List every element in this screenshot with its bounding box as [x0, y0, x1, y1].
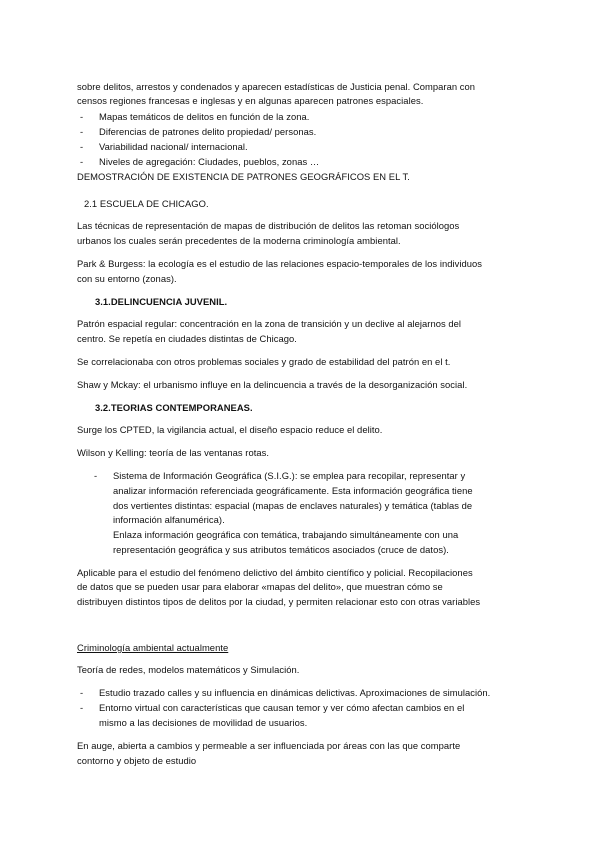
paragraph-tecnicas-1: Las técnicas de representación de mapas de distribución de delitos las retoman sociólogos — [77, 220, 460, 231]
heading-teorias: 3.2.TEORIAS CONTEMPORANEAS. — [95, 402, 253, 413]
list-item-continuation: mismo a las decisiones de movilidad de usuarios. — [99, 717, 308, 728]
paragraph-aplicable-3: distribuyen distintos tipos de delitos por la ciudad, y permiten relacionar esto con otras variables — [77, 596, 481, 607]
paragraph-park-1: Park & Burgess: la ecología es el estudio de las relaciones espacio-temporales de los individuos — [77, 258, 483, 269]
sig-line-2: analizar información referenciada geográficamente. Esta información geográfica tiene — [113, 485, 473, 496]
list-item: Diferencias de patrones delito propiedad/ personas. — [99, 126, 317, 137]
list-item: Mapas temáticos de delitos en función de la zona. — [99, 111, 310, 122]
paragraph-cpted: Surge los CPTED, la vigilancia actual, el diseño espacio reduce el delito. — [77, 424, 383, 435]
bullet-dash: - — [80, 126, 84, 137]
list-item: Estudio trazado calles y su influencia en dinámicas delictivas. Aproximaciones de simulación. — [99, 687, 491, 698]
paragraph-auge-2: contorno y objeto de estudio — [77, 755, 197, 766]
bullet-dash: - — [80, 111, 84, 122]
bullet-dash: - — [80, 687, 84, 698]
paragraph-patron-1: Patrón espacial regular: concentración en la zona de transición y un declive al alejarnos del — [77, 318, 462, 329]
sig-line-3: dos vertientes distintas: espacial (mapas de enclaves naturales) y temática (tablas de — [113, 500, 473, 511]
paragraph-correl: Se correlacionaba con otros problemas sociales y grado de estabilidad del patrón en el t. — [77, 356, 451, 367]
sig-line-5: Enlaza información geográfica con temática, trabajando simultáneamente con una — [113, 529, 459, 540]
paragraph-aplicable-2: de datos que se pueden usar para elaborar «mapas del delito», que muestran cómo se — [77, 581, 443, 592]
bullet-dash: - — [80, 141, 84, 152]
list-item: Entorno virtual con características que causan temor y ver cómo afectan cambios en el — [99, 702, 465, 713]
paragraph-auge-1: En auge, abierta a cambios y permeable a ser influenciada por áreas con las que comparte — [77, 740, 461, 751]
intro-line-2: censos regiones francesas e inglesas y en algunas aparecen patrones espaciales. — [77, 95, 424, 106]
sig-line-1: Sistema de Información Geográfica (S.I.G.): se emplea para recopilar, representar y — [113, 470, 466, 481]
heading-criminologia-actual: Criminología ambiental actualmente — [77, 642, 229, 653]
list-item: Niveles de agregación: Ciudades, pueblos, zonas … — [99, 156, 320, 167]
bullet-dash: - — [94, 470, 98, 481]
paragraph-wilson: Wilson y Kelling: teoría de las ventanas rotas. — [77, 447, 270, 458]
heading-juvenil: 3.1.DELINCUENCIA JUVENIL. — [95, 296, 228, 307]
paragraph-shaw: Shaw y Mckay: el urbanismo influye en la delincuencia a través de la desorganización social. — [77, 379, 468, 390]
demo-line: DEMOSTRACIÓN DE EXISTENCIA DE PATRONES GEOGRÁFICOS EN EL T. — [77, 171, 410, 182]
list-item: Variabilidad nacional/ internacional. — [99, 141, 248, 152]
paragraph-aplicable-1: Aplicable para el estudio del fenómeno delictivo del ámbito científico y policial. Recopilaciones — [77, 567, 473, 578]
bullet-dash: - — [80, 156, 84, 167]
paragraph-park-2: con su entorno (zonas). — [77, 273, 177, 284]
sig-line-4: información alfanumérica). — [113, 514, 225, 525]
paragraph-tecnicas-2: urbanos los cuales serán precedentes de la moderna criminología ambiental. — [77, 235, 401, 246]
heading-chicago: 2.1 ESCUELA DE CHICAGO. — [84, 198, 209, 209]
intro-line-1: sobre delitos, arrestos y condenados y aparecen estadísticas de Justicia penal. Comparan con — [77, 81, 476, 92]
paragraph-redes: Teoría de redes, modelos matemáticos y Simulación. — [77, 664, 300, 675]
paragraph-patron-2: centro. Se repetía en ciudades distintas de Chicago. — [77, 333, 297, 344]
bullet-dash: - — [80, 702, 84, 713]
sig-line-6: representación geográfica y sus atributos temáticos asociados (cruce de datos). — [113, 544, 449, 555]
